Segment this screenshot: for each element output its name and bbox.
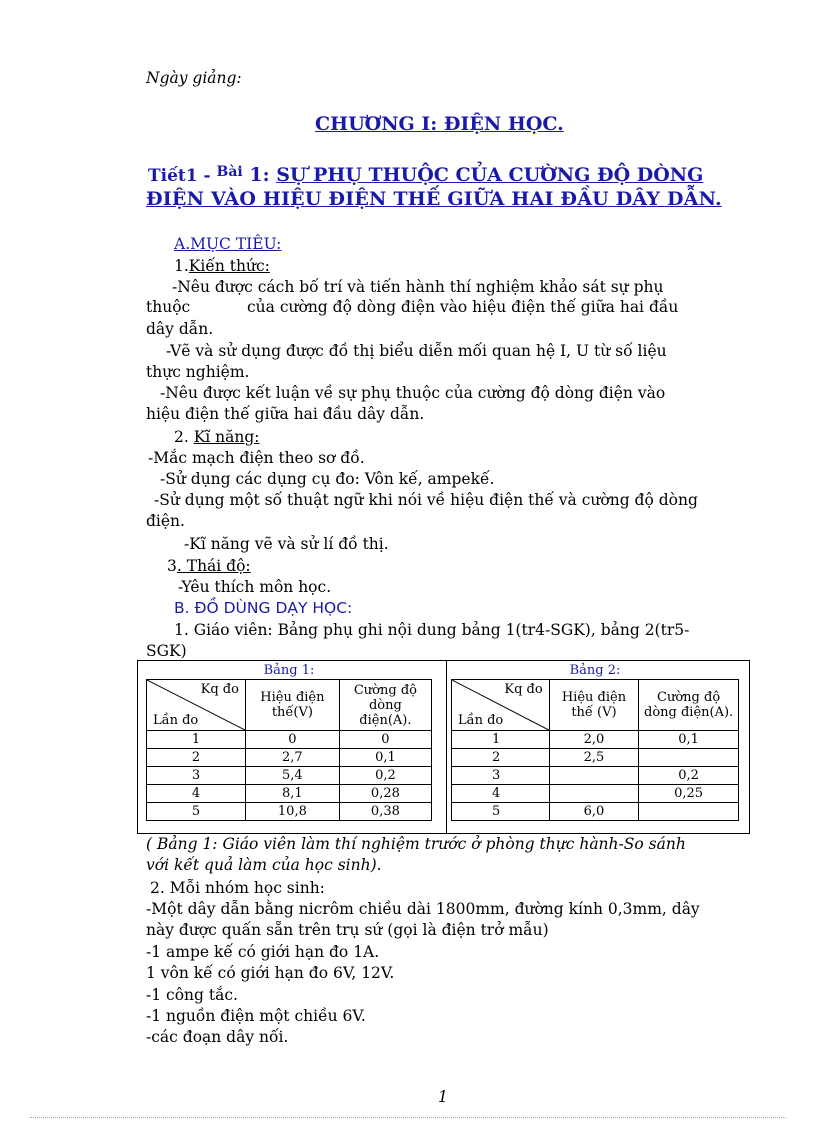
table-2-cell: 2 — [452, 749, 550, 767]
attitude-line-1: -Yêu thích môn học. — [178, 578, 332, 596]
table-1-cell: 0,1 — [339, 749, 431, 767]
table-2-cell: 0,1 — [639, 731, 739, 749]
knowledge-line-1: -Nêu được cách bố trí và tiến hành thí nghiệm khảo sát sự phụ — [172, 278, 664, 296]
table-2-cell — [639, 749, 739, 767]
table-2-row — [452, 785, 739, 803]
group-line-4: 1 vôn kế có giới hạn đo 6V, 12V. — [146, 964, 395, 982]
table-1-cell: 0,28 — [339, 785, 431, 803]
date-line: Ngày giảng: — [146, 69, 242, 87]
knowledge-line-3: dây dẫn. — [146, 320, 214, 338]
table-2-cell: 0,25 — [639, 785, 739, 803]
group-line-1: -Một dây dẫn bằng nicrôm chiều dài 1800mm, đường kính 0,3mm, dây — [146, 900, 700, 918]
table-1-cell: 5,4 — [245, 767, 339, 785]
teacher-line-2: SGK) — [146, 642, 187, 660]
table-1-cell: 0,38 — [339, 803, 431, 821]
table-2-diagonal-header — [452, 680, 550, 731]
table-2-row — [452, 767, 739, 785]
group-line-7: -các đoạn dây nối. — [146, 1028, 289, 1046]
table-1-cell: 3 — [147, 767, 246, 785]
chapter-title: CHƯƠNG I: ĐIỆN HỌC. — [315, 113, 564, 135]
skills-label: Kĩ năng: — [193, 428, 260, 446]
table-1-cell: 0 — [339, 731, 431, 749]
lesson-label-c: 1: — [242, 164, 277, 186]
knowledge-label: Kiến thức: — [188, 257, 270, 275]
table-2-row — [452, 749, 739, 767]
table-2-cell — [549, 767, 638, 785]
table-2-cell: 4 — [452, 785, 550, 803]
group-line-6: -1 nguồn điện một chiều 6V. — [146, 1007, 366, 1025]
page-bottom-rule — [30, 1117, 786, 1118]
table-1-col-i: Cường độ dòng điện(A). — [339, 680, 431, 731]
table-2-row — [452, 731, 739, 749]
table-1-cell: 4 — [147, 785, 246, 803]
table-1-cell: 10,8 — [245, 803, 339, 821]
skills-line-3: -Sử dụng một số thuật ngữ khi nói về hiệu điện thế và cường độ dòng — [154, 491, 698, 509]
attitude-heading — [167, 556, 251, 576]
knowledge-line-5: thực nghiệm. — [146, 363, 250, 381]
note-line-1: ( Bảng 1: Giáo viên làm thí nghiệm trước ở phòng thực hành-So sánh — [146, 835, 686, 853]
lesson-label-a: Tiết1 - — [148, 166, 217, 186]
page-number: 1 — [438, 1088, 448, 1106]
attitude-label: . Thái độ: — [176, 557, 251, 575]
table-2-cell — [639, 803, 739, 821]
table-1-cell: 1 — [147, 731, 246, 749]
knowledge-line-6: -Nêu được kết luận về sự phụ thuộc của cường độ dòng điện vào — [160, 384, 666, 402]
table-2-cell: 1 — [452, 731, 550, 749]
table-2-cell — [549, 785, 638, 803]
knowledge-line-4: -Vẽ và sử dụng được đồ thị biểu diễn mối quan hệ I, U từ số liệu — [166, 342, 667, 360]
group-line-3: -1 ampe kế có giới hạn đo 1A. — [146, 943, 380, 961]
knowledge-num: 1. — [174, 257, 189, 275]
table-1-cell: 8,1 — [245, 785, 339, 803]
table-2 — [451, 661, 739, 821]
table-1-cell: 2,7 — [245, 749, 339, 767]
lesson-title-2: ĐIỆN VÀO HIỆU ĐIỆN THẾ GIỮA HAI ĐẦU DÂY DẪN. — [146, 188, 722, 210]
knowledge-heading — [174, 256, 270, 276]
table-1-caption: Bảng 1: — [263, 662, 315, 678]
lesson-label — [148, 165, 703, 187]
table-1-cell: 0 — [245, 731, 339, 749]
lesson-label-b: Bài — [216, 164, 243, 180]
table-1-diag-bottom: Lần đo — [153, 713, 199, 728]
skills-line-5: -Kĩ năng vẽ và sử lí đồ thị. — [184, 535, 389, 553]
table-1-row — [147, 803, 432, 821]
table-2-row — [452, 803, 739, 821]
table-2-diag-top: Kq đo — [504, 682, 543, 697]
tables-divider — [446, 660, 447, 834]
note-line-2: với kết quả làm của học sinh). — [146, 856, 382, 874]
table-1-diag-top: Kq đo — [200, 682, 239, 697]
table-1-diagonal-header — [147, 680, 246, 731]
table-2-cell: 2,5 — [549, 749, 638, 767]
table-1-cell: 2 — [147, 749, 246, 767]
table-1-cell: 5 — [147, 803, 246, 821]
table-2-col-u: Hiệu điện thế (V) — [549, 680, 638, 731]
section-b-heading: B. ĐỒ DÙNG DẠY HỌC: — [174, 599, 353, 617]
table-1-row — [147, 785, 432, 803]
skills-line-1: -Mắc mạch điện theo sơ đồ. — [148, 449, 365, 467]
teacher-line-1: 1. Giáo viên: Bảng phụ ghi nội dung bảng 1(tr4-SGK), bảng 2(tr5- — [174, 621, 690, 639]
skills-heading — [174, 427, 260, 447]
table-2-caption: Bảng 2: — [569, 662, 621, 678]
table-2-cell: 2,0 — [549, 731, 638, 749]
skills-line-4: điện. — [146, 512, 185, 530]
table-1-cell: 0,2 — [339, 767, 431, 785]
table-2-cell: 0,2 — [639, 767, 739, 785]
knowledge-line-2a: thuộc — [146, 298, 191, 316]
table-2-cell: 6,0 — [549, 803, 638, 821]
table-1-row — [147, 749, 432, 767]
knowledge-line-7: hiệu điện thế giữa hai đầu dây dẫn. — [146, 405, 425, 423]
group-heading: 2. Mỗi nhóm học sinh: — [150, 879, 325, 897]
table-1-row — [147, 731, 432, 749]
table-2-diag-bottom: Lần đo — [458, 713, 504, 728]
group-line-5: -1 công tắc. — [146, 986, 238, 1004]
knowledge-line-2b: của cường độ dòng điện vào hiệu điện thế giữa hai đầu — [247, 298, 679, 316]
table-1 — [146, 661, 432, 821]
table-1-row — [147, 767, 432, 785]
table-2-cell: 3 — [452, 767, 550, 785]
group-line-2: này được quấn sẵn trên trụ sứ (gọi là điện trở mẫu) — [146, 921, 549, 939]
attitude-num: 3 — [167, 557, 177, 575]
skills-num: 2. — [174, 428, 194, 446]
table-2-cell: 5 — [452, 803, 550, 821]
table-1-col-u: Hiệu điện thế(V) — [245, 680, 339, 731]
table-2-col-i: Cường độ dòng điện(A). — [639, 680, 739, 731]
skills-line-2: -Sử dụng các dụng cụ đo: Vôn kế, ampekế. — [160, 470, 495, 488]
lesson-title-1: SỰ PHỤ THUỘC CỦA CƯỜNG ĐỘ DÒNG — [276, 164, 704, 186]
section-a-heading: A.MỤC TIÊU: — [174, 235, 282, 253]
